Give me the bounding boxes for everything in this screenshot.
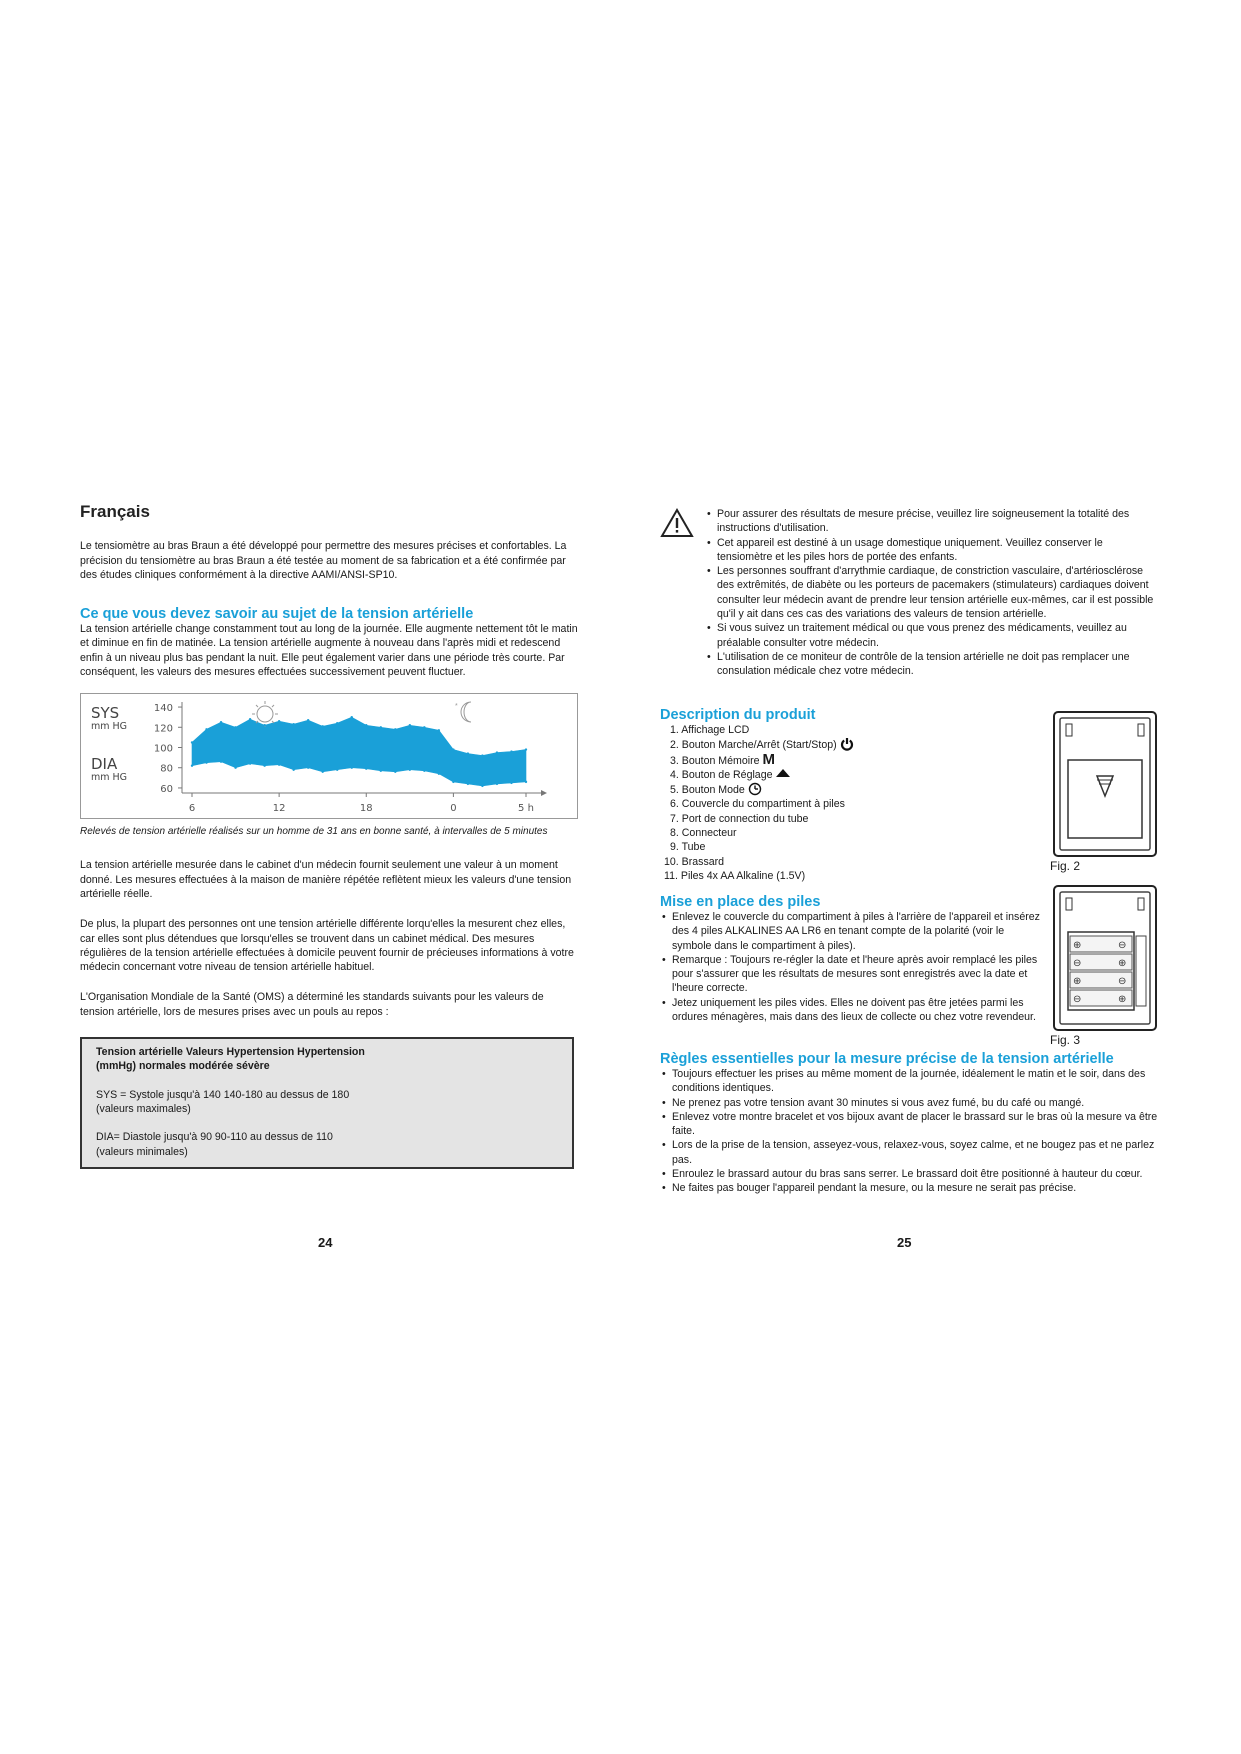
sys-point [467, 753, 469, 755]
chart-caption: Relevés de tension artérielle réalisés sur un homme de 31 ans en bonne santé, à intervalles de 5 minutes [80, 826, 548, 838]
blood-pressure-paragraph: La tension artérielle change constamment tout au long de la journée. Elle augmente nettement tôt le matin et diminue en fin de matinée. La tension artérielle augmente à nouveau dans l'après midi et redescend enfin à un niveau plus bas pendant la nuit. Elle peut également varier dans une période très courte. Par conséquent, les valeurs des mesures effectuées successivement peuvent fluctuer. [80, 623, 578, 679]
doctor-paragraph: La tension artérielle mesurée dans le cabinet d'un médecin fournit seulement une valeur à un moment donné. Les mesures effectuées à la maison de manière répétée reflètent mieux les valeurs d'une tension artérielle réelle. [80, 859, 572, 900]
section-heading-batteries: Mise en place des piles [660, 894, 821, 910]
rule-item: • Toujours effectuer les prises au même moment de la journée, idéalement le matin et le soir, dans des conditions identiques. [660, 1067, 1160, 1096]
left-page [80, 502, 578, 1169]
fig-3-label: Fig. 3 [1050, 1033, 1081, 1047]
sys-point [205, 728, 207, 730]
rules-section [660, 1051, 1160, 1196]
oms-paragraph: L'Organisation Mondiale de la Santé (OMS) a déterminé les standards suivants pour les valeurs de tension artérielle, lors de mesures prises avec un pouls au repos : [80, 991, 544, 1018]
sys-point [321, 725, 323, 727]
svg-text:⊕: ⊕ [1118, 994, 1127, 1005]
svg-text:⊖: ⊖ [1073, 958, 1082, 969]
x-tick-label: 5 h [518, 803, 534, 815]
dia-point [423, 770, 425, 772]
table-sys-note: (valeurs maximales) [96, 1102, 191, 1115]
x-tick-label: 0 [450, 803, 457, 815]
memory-icon: M [762, 750, 775, 768]
sys-point [510, 751, 512, 753]
dia-point [205, 762, 207, 764]
intro-paragraph: Le tensiomètre au bras Braun a été développé pour permettre des mesures précises et confortables. La précision du tensiomètre au bras Braun a été testée au moment de sa fabrication et a été confirmée par des études cliniques conformément à la directive AAMI/ANSI-SP10. [80, 540, 567, 581]
sys-point [351, 716, 353, 718]
dia-point [380, 770, 382, 772]
section-heading-rules: Règles essentielles pour la mesure précise de la tension artérielle [660, 1051, 1114, 1067]
clock-icon [748, 782, 762, 796]
y-tick-label: 120 [153, 723, 173, 735]
dia-point [525, 781, 527, 783]
part-item: 8. Connecteur [670, 827, 737, 840]
table-header-row-2: (mmHg) normales modérée sévère [96, 1060, 270, 1073]
dia-point [438, 773, 440, 775]
table-dia-note: (valeurs minimales) [96, 1145, 188, 1158]
dia-point [351, 767, 353, 769]
dia-point [263, 765, 265, 767]
dia-point [467, 783, 469, 785]
power-icon [840, 737, 854, 751]
part-item: 3. Bouton Mémoire M [670, 750, 775, 768]
rule-item: • Ne faites pas bouger l'appareil pendant la mesure, ou la mesure ne serait pas précise. [660, 1181, 1160, 1195]
rules-list [660, 1067, 1160, 1196]
sys-point [307, 719, 309, 721]
battery-compartment-illustration [1052, 884, 1158, 1032]
blood-pressure-band [192, 718, 526, 787]
dia-point [220, 761, 222, 763]
sys-point [292, 723, 294, 725]
dia-label: DIA [91, 755, 118, 774]
battery-list [660, 910, 1046, 1024]
sys-point [263, 724, 265, 726]
dia-point [307, 767, 309, 769]
dia-point [452, 781, 454, 783]
part-item: 7. Port de connection du tube [670, 812, 809, 825]
table-dia-row: DIA= Diastole jusqu'à 90 90-110 au dessus de 110 [96, 1131, 333, 1144]
x-tick-label: 18 [359, 803, 373, 815]
sys-point [438, 729, 440, 731]
dia-point [409, 769, 411, 771]
part-item: 11. Piles 4x AA Alkaline (1.5V) [664, 869, 806, 882]
warning-item: • Les personnes souffrant d'arrythmie cardiaque, de constriction vasculaire, d'artériosclérose des extrêmités, de diabète ou les porteurs de pacemakers (stimulateurs) cardiaques doivent consulter leur médecin avant de prendre leur tension artérielle eux-mêmes, car il est possible qu'il y ait dans ces cas des variations des valeurs de tension artérielle. [705, 564, 1160, 621]
product-parts-list [660, 723, 1040, 883]
sys-point [525, 749, 527, 751]
part-item: 5. Bouton Mode [670, 782, 1040, 797]
dia-point [249, 763, 251, 765]
battery-item: • Jetez uniquement les piles vides. Elles ne doivent pas être jetées parmi les ordures ménagères, mais dans des lieux de collecte ou chez votre revendeur. [660, 996, 1046, 1025]
table-sys-row: SYS = Systole jusqu'à 140 140-180 au dessus de 180 [96, 1088, 350, 1101]
svg-text:⊕: ⊕ [1073, 976, 1082, 987]
dia-point [278, 764, 280, 766]
part-item: 9. Tube [670, 841, 706, 854]
sys-point [336, 722, 338, 724]
warning-item: • Cet appareil est destiné à un usage domestique uniquement. Veuillez conserver le tensiomètre et les piles hors de portée des enfants. [705, 536, 1160, 565]
sys-point [278, 720, 280, 722]
section-heading-description: Description du produit [660, 707, 816, 723]
dia-point [336, 769, 338, 771]
sys-point [496, 752, 498, 754]
sys-point [423, 726, 425, 728]
dia-point [496, 783, 498, 785]
sys-unit-label: mm HG [91, 721, 128, 733]
table-header-row-1: Tension artérielle Valeurs Hypertension Hypertension [96, 1046, 365, 1059]
dia-point [321, 771, 323, 773]
rule-item: • Enlevez votre montre bracelet et vos bijoux avant de placer le brassard sur le bras où la mesure va être faite. [660, 1110, 1160, 1139]
dia-point [365, 768, 367, 770]
warning-item: • Pour assurer des résultats de mesure précise, veuillez lire soigneusement la totalité des instructions d'utilisation. [705, 507, 1160, 536]
sys-point [452, 749, 454, 751]
warning-item: • L'utilisation de ce moniteur de contrôle de la tension artérielle ne doit pas remplacer une consulation médicale chez votre médecin. [705, 650, 1160, 679]
warning-list [705, 507, 1160, 679]
y-tick-label: 100 [153, 743, 173, 755]
dia-unit-label: mm HG [91, 772, 128, 784]
sys-point [249, 718, 251, 720]
warning-icon [660, 508, 694, 538]
dia-point [510, 782, 512, 784]
rule-item: • Enroulez le brassard autour du bras sans serrer. Le brassard doit être positionné à hauteur du cœur. [660, 1167, 1160, 1181]
product-description [660, 707, 1040, 883]
part-item: 6. Couvercle du compartiment à piles [670, 798, 845, 811]
sys-point [234, 726, 236, 728]
battery-item: • Remarque : Toujours re-régler la date et l'heure après avoir remplacé les piles pour s'assurer que les résultats de mesures sont enregistrés avec la date et l'heure correcte. [660, 953, 1046, 996]
sys-point [191, 742, 193, 744]
battery-item: • Enlevez le couvercle du compartiment à piles à l'arrière de l'appareil et insérez des 4 piles ALKALINES AA LR6 en tenant compte de la polarité (voir le symbole dans le compartiment à piles). [660, 910, 1046, 953]
moon-icon [455, 702, 471, 722]
sys-point [481, 755, 483, 757]
blood-pressure-chart-svg [81, 694, 577, 818]
svg-text:⊖: ⊖ [1073, 994, 1082, 1005]
rule-item: • Ne prenez pas votre tension avant 30 minutes si vous avez fumé, bu du café ou mangé. [660, 1096, 1160, 1110]
blood-pressure-chart [80, 693, 578, 819]
dia-point [191, 765, 193, 767]
svg-text:*: * [455, 703, 458, 711]
rule-item: • Lors de la prise de la tension, asseyez-vous, relaxez-vous, soyez calme, et ne bougez pas et ne parlez pas. [660, 1138, 1160, 1167]
y-tick-label: 140 [153, 703, 173, 715]
page-number-right: 25 [897, 1235, 912, 1250]
warning-item: • Si vous suivez un traitement médical ou que vous prenez des médicaments, veuillez au préalable consulter votre médecin. [705, 621, 1160, 650]
sys-point [220, 721, 222, 723]
svg-text:⊕: ⊕ [1118, 958, 1127, 969]
part-item: 2. Bouton Marche/Arrêt (Start/Stop) [670, 737, 1040, 752]
sys-label: SYS [91, 704, 120, 723]
svg-text:⊖: ⊖ [1118, 976, 1127, 987]
x-tick-label: 12 [272, 803, 286, 815]
fig-2-label: Fig. 2 [1050, 859, 1081, 873]
home-paragraph: De plus, la plupart des personnes ont une tension artérielle différente lorqu'elles la mesurent chez elles, car elles sont plus détendues que lorsqu'elles se trouvent dans un cabinet médical. Des mesures régulières de la tension artérielle effectuées à domicile peuvent fournir de précieuses informations à votre médecin concernant votre niveau de tension artérielle habituel. [80, 918, 574, 974]
battery-section [660, 894, 1046, 1024]
dia-point [234, 767, 236, 769]
y-tick-label: 80 [160, 764, 173, 776]
svg-text:⊕: ⊕ [1073, 940, 1082, 951]
dia-point [394, 771, 396, 773]
part-item: 4. Bouton de Réglage [670, 768, 1040, 782]
section-heading-blood-pressure: Ce que vous devez savoir au sujet de la tension artérielle [80, 606, 474, 623]
dia-point [481, 785, 483, 787]
part-item: 1. Affichage LCD [670, 724, 750, 736]
dia-point [292, 769, 294, 771]
up-triangle-icon [775, 768, 791, 778]
x-tick-label: 6 [188, 803, 196, 815]
page-title: Français [80, 502, 150, 521]
page-number-left: 24 [318, 1235, 333, 1250]
warnings-block [705, 507, 1160, 679]
sys-point [394, 728, 396, 730]
sys-point [365, 724, 367, 726]
device-back-illustration [1052, 710, 1158, 858]
svg-text:⊖: ⊖ [1118, 940, 1127, 951]
x-axis-arrow [541, 790, 547, 796]
sys-point [409, 724, 411, 726]
part-item: 10. Brassard [664, 855, 725, 868]
oms-table [80, 1037, 574, 1169]
sys-point [380, 726, 382, 728]
y-tick-label: 60 [160, 784, 173, 796]
